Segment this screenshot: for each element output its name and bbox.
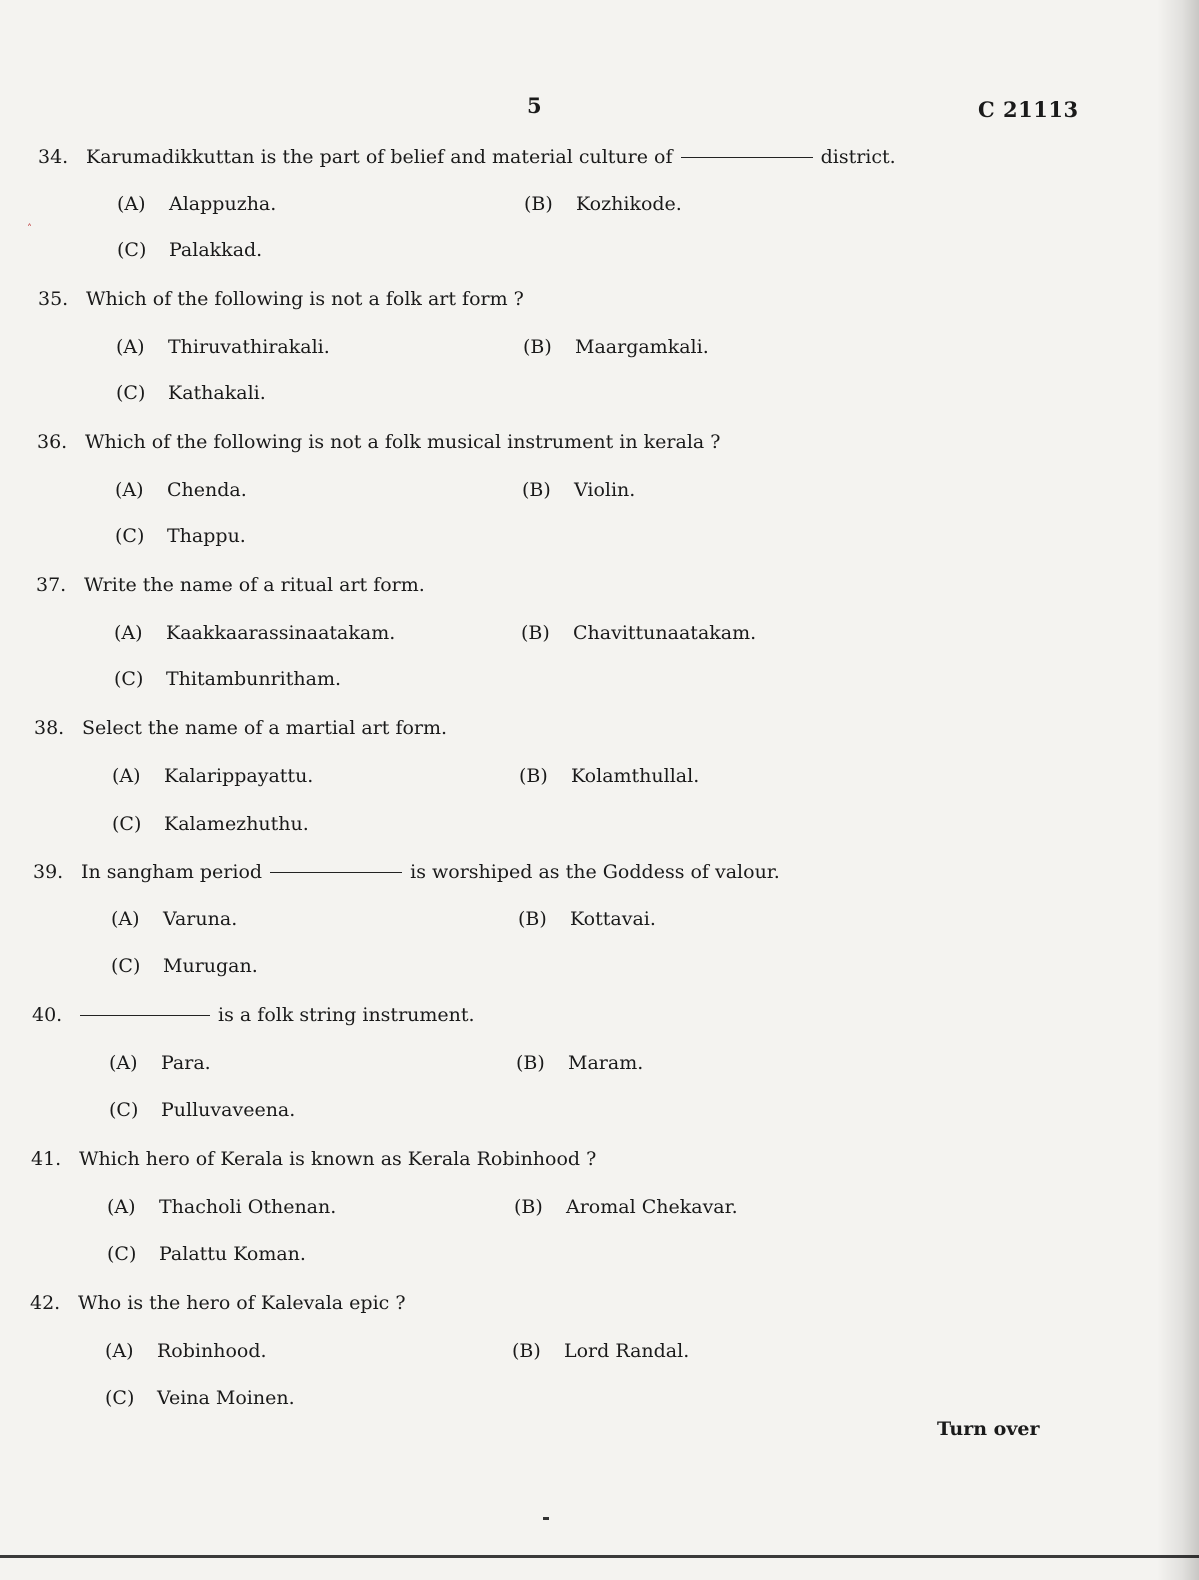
page-bottom-edge [0,1555,1199,1558]
option-b: (B) Lord Randal. [512,1340,690,1362]
paper-code: C 21113 [978,97,1079,122]
option-b: (B) Maram. [516,1052,644,1074]
question-stem [34,717,447,739]
question-stem [38,146,896,168]
question-stem [38,288,524,310]
option-c: (C) Murugan. [111,955,258,977]
answer-blank [270,871,402,873]
option-b: (B) Maargamkali. [523,336,709,358]
stem-text: Write the name of a ritual art form. [84,574,425,596]
stem-text: Karumadikkuttan is the part of belief and material culture of [86,146,673,168]
option-a: (A) Varuna. [111,908,238,930]
option-a: (A) Kaakkaarassinaatakam. [114,622,396,644]
pen-mark: ˄ [27,224,32,235]
question-stem [33,861,780,883]
page-edge-shadow [1157,0,1199,1580]
option-a: (A) Thacholi Othenan. [107,1196,337,1218]
option-c: (C) Pulluvaveena. [109,1099,296,1121]
stem-text: Who is the hero of Kalevala epic ? [78,1292,406,1314]
question-stem [36,574,425,596]
question-number: 36. [37,431,68,453]
stem-text: In sangham period [81,861,263,883]
option-b: (B) Violin. [522,479,636,501]
option-b: (B) Aromal Chekavar. [514,1196,738,1218]
question-stem [32,1004,475,1026]
option-b: (B) Chavittunaatakam. [521,622,757,644]
stem-text-after: is a folk string instrument. [218,1004,475,1026]
option-c: (C) Kalamezhuthu. [112,813,309,835]
question-number: 34. [38,146,69,168]
question-number: 35. [38,288,69,310]
question-number: 42. [30,1292,61,1314]
answer-blank [681,156,813,158]
option-b: (B) Kozhikode. [524,193,682,215]
stem-text: Select the name of a martial art form. [82,717,448,739]
option-a: (A) Alappuzha. [117,193,277,215]
option-c: (C) Thitambunritham. [114,668,342,690]
stem-text: Which hero of Kerala is known as Kerala Robinhood ? [79,1148,597,1170]
option-c: (C) Palattu Koman. [107,1243,306,1265]
question-number: 39. [33,861,64,883]
option-b: (B) Kolamthullal. [519,765,700,787]
option-a: (A) Thiruvathirakali. [116,336,330,358]
option-a: (A) Chenda. [115,479,247,501]
question-stem [37,431,720,453]
option-a: (A) Para. [109,1052,211,1074]
turn-over-label: Turn over [937,1418,1040,1440]
option-a: (A) Kalarippayattu. [112,765,314,787]
stem-text-after: is worshiped as the Goddess of valour. [410,861,780,883]
page-number: 5 [527,93,542,118]
question-number: 38. [34,717,65,739]
option-c: (C) Kathakali. [116,382,266,404]
stem-text: Which of the following is not a folk art form ? [86,288,524,310]
option-c: (C) Palakkad. [117,239,263,261]
question-stem [31,1148,596,1170]
option-b: (B) Kottavai. [518,908,656,930]
stem-text-after: district. [820,146,896,168]
question-number: 37. [36,574,67,596]
answer-blank [80,1014,210,1016]
question-stem [30,1292,406,1314]
option-c: (C) Veina Moinen. [105,1387,295,1409]
stem-text: Which of the following is not a folk musical instrument in kerala ? [85,431,721,453]
question-number: 41. [31,1148,62,1170]
question-number: 40. [32,1004,63,1026]
page-dot [543,1517,549,1520]
option-a: (A) Robinhood. [105,1340,267,1362]
option-c: (C) Thappu. [115,525,246,547]
